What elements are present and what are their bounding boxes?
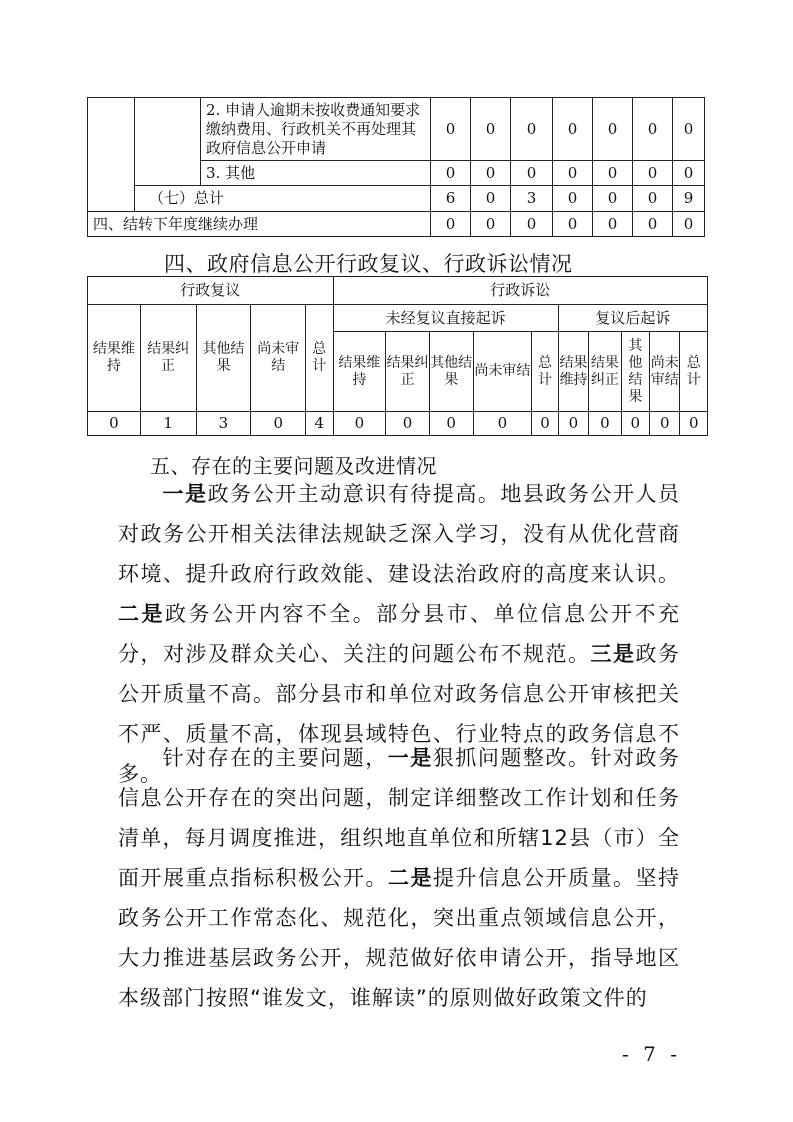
cell: 0 (593, 98, 633, 161)
cell: 0 (473, 412, 532, 436)
cell: 0 (673, 212, 705, 237)
cell: 0 (673, 98, 705, 161)
cell: 0 (558, 412, 588, 436)
paragraph-text: 政务公开主动意识有待提高。地县政务公开人员对政务公开相关法律法规缺乏深入学习，没有从优化营商环境、提升政府行政效能、建设法治政府的高度来认识。 (118, 482, 681, 586)
cell: 9 (673, 186, 705, 212)
cell: 0 (650, 412, 680, 436)
row-label: 3. 其他 (201, 161, 431, 186)
cell: 0 (621, 412, 649, 436)
cell: 0 (633, 212, 673, 237)
cell: 3 (196, 412, 251, 436)
cell: 0 (471, 186, 511, 212)
page-number: - 7 - (622, 1042, 681, 1066)
column-header: 总计 (680, 332, 708, 412)
cell: 0 (633, 161, 673, 186)
paragraph-text: 政务公开内容不全。部分县市、单位信息公开不充分，对涉及群众关心、关注的问题公布不规范。 (118, 602, 681, 666)
paragraph-text: 政务公开质量不高。部分县市和单位对政务信息公开审核把关不严、质量不高，体现县域特色、行业特点的政务信息不多。 (118, 642, 680, 786)
table-row (88, 212, 705, 237)
paragraph-text: 提升信息公开质量。坚持政务公开工作常态化、规范化，突出重点领域信息公开，大力推进基层政务公开，规范做好依申请公开，指导地区本级部门按照“谁发文，谁解读”的原则做好政策文件的 (118, 866, 680, 1010)
table-header-row (88, 305, 708, 332)
cell: 0 (333, 412, 386, 436)
cell: 1 (140, 412, 196, 436)
review-litigation-table (87, 276, 708, 436)
cell: 0 (251, 412, 306, 436)
section-heading: 五、存在的主要问题及改进情况 (150, 454, 437, 478)
cell: 0 (633, 98, 673, 161)
section-heading: 四、政府信息公开行政复议、行政诉讼情况 (164, 252, 573, 276)
table-header-row (88, 277, 708, 305)
cell: 0 (593, 186, 633, 212)
column-header: 其他结果 (621, 332, 649, 412)
column-header: 其他结果 (196, 305, 251, 412)
cell: 6 (431, 186, 471, 212)
cell: 0 (553, 186, 593, 212)
cell: 0 (471, 161, 511, 186)
column-header: 尚未审结 (650, 332, 680, 412)
cell: 0 (680, 412, 708, 436)
cell: 4 (306, 412, 333, 436)
cell: 0 (88, 412, 141, 436)
emphasis: 三是 (590, 642, 636, 666)
cell: 0 (593, 212, 633, 237)
cell: 3 (511, 186, 553, 212)
admin-review-header: 行政复议 (88, 277, 334, 305)
cell: 0 (386, 412, 430, 436)
emphasis: 一是 (387, 746, 433, 770)
table-row (88, 98, 705, 161)
cell: 0 (593, 161, 633, 186)
after-review-suit-header: 复议后起诉 (558, 305, 707, 332)
table-row (88, 186, 705, 212)
column-header: 尚未审结 (473, 332, 532, 412)
column-header: 结果维持 (88, 305, 141, 412)
cell: 0 (511, 212, 553, 237)
paragraph-text: 针对存在的主要问题， (162, 746, 388, 770)
cell: 0 (553, 161, 593, 186)
row-label: 四、结转下年度继续办理 (88, 212, 431, 237)
cell: 0 (532, 412, 558, 436)
emphasis: 二是 (118, 602, 165, 626)
table-row (88, 412, 708, 436)
column-header: 结果维持 (333, 332, 386, 412)
cell: 0 (429, 412, 473, 436)
direct-suit-header: 未经复议直接起诉 (333, 305, 558, 332)
admin-litigation-header: 行政诉讼 (333, 277, 708, 305)
emphasis: 二是 (388, 866, 433, 890)
row-label: （七）总计 (135, 186, 431, 212)
cell: 0 (511, 98, 553, 161)
column-header: 总计 (306, 305, 333, 412)
cell: 0 (511, 161, 553, 186)
column-header: 结果维持 (558, 332, 588, 412)
cell: 0 (471, 212, 511, 237)
disposal-results-table (87, 97, 705, 237)
column-header: 尚未审结 (251, 305, 306, 412)
cell: 0 (673, 161, 705, 186)
cell: 0 (431, 161, 471, 186)
cell: 0 (553, 212, 593, 237)
column-header: 结果纠正 (589, 332, 621, 412)
column-header: 总计 (532, 332, 558, 412)
cell: 0 (471, 98, 511, 161)
cell: 0 (431, 98, 471, 161)
column-header: 结果纠正 (386, 332, 430, 412)
cell: 0 (589, 412, 621, 436)
cell: 0 (633, 186, 673, 212)
body-paragraph (118, 738, 680, 1018)
row-label: 2. 申请人逾期未按收费通知要求缴纳费用、行政机关不再处理其政府信息公开申请 (201, 98, 431, 161)
column-header: 其他结果 (429, 332, 473, 412)
emphasis: 一是 (162, 482, 208, 506)
cell: 0 (553, 98, 593, 161)
column-header: 结果纠正 (140, 305, 196, 412)
paragraph-text: 狠抓问题整改。针对政务信息公开存在的突出问题，制定详细整改工作计划和任务清单，每月调度推进，组织地直单位和所辖12县（市）全面开展重点指标积极公开。 (118, 746, 681, 890)
cell: 0 (431, 212, 471, 237)
